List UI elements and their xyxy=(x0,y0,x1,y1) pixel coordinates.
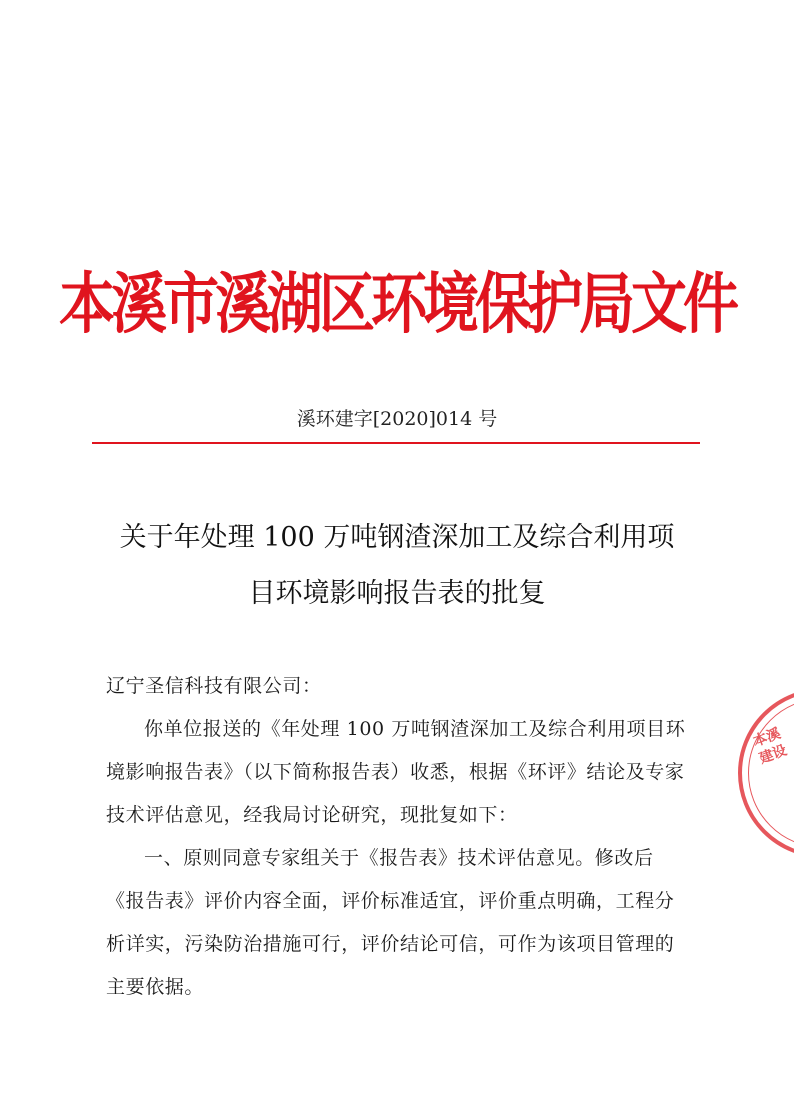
document-body xyxy=(106,665,690,1009)
paragraph-1: 你单位报送的《年处理 100 万吨钢渣深加工及综合利用项目环境影响报告表》（以下简称报告表）收悉，根据《环评》结论及专家技术评估意见，经我局讨论研究，现批复如下： xyxy=(106,718,686,826)
salutation: 辽宁圣信科技有限公司： xyxy=(106,675,322,697)
official-seal-stamp xyxy=(738,688,794,858)
document-number: 溪环建字[2020]014 号 xyxy=(296,408,498,430)
document-title xyxy=(90,510,704,622)
red-divider-line xyxy=(92,442,700,444)
paragraph-2: 一、原则同意专家组关于《报告表》技术评估意见。修改后《报告表》评价内容全面，评价标准适宜，评价重点明确，工程分析详实，污染防治措施可行，评价结论可信，可作为该项目管理的主要依据。 xyxy=(106,847,675,998)
title-line-1: 关于年处理 100 万吨钢渣深加工及综合利用项 xyxy=(119,522,675,553)
agency-header-title: 本溪市溪湖区环境保护局文件 xyxy=(59,264,735,343)
seal-inner-ring xyxy=(748,698,794,848)
title-line-2: 目环境影响报告表的批复 xyxy=(248,578,546,609)
seal-text-fragment: 本溪 建设 xyxy=(751,725,790,768)
